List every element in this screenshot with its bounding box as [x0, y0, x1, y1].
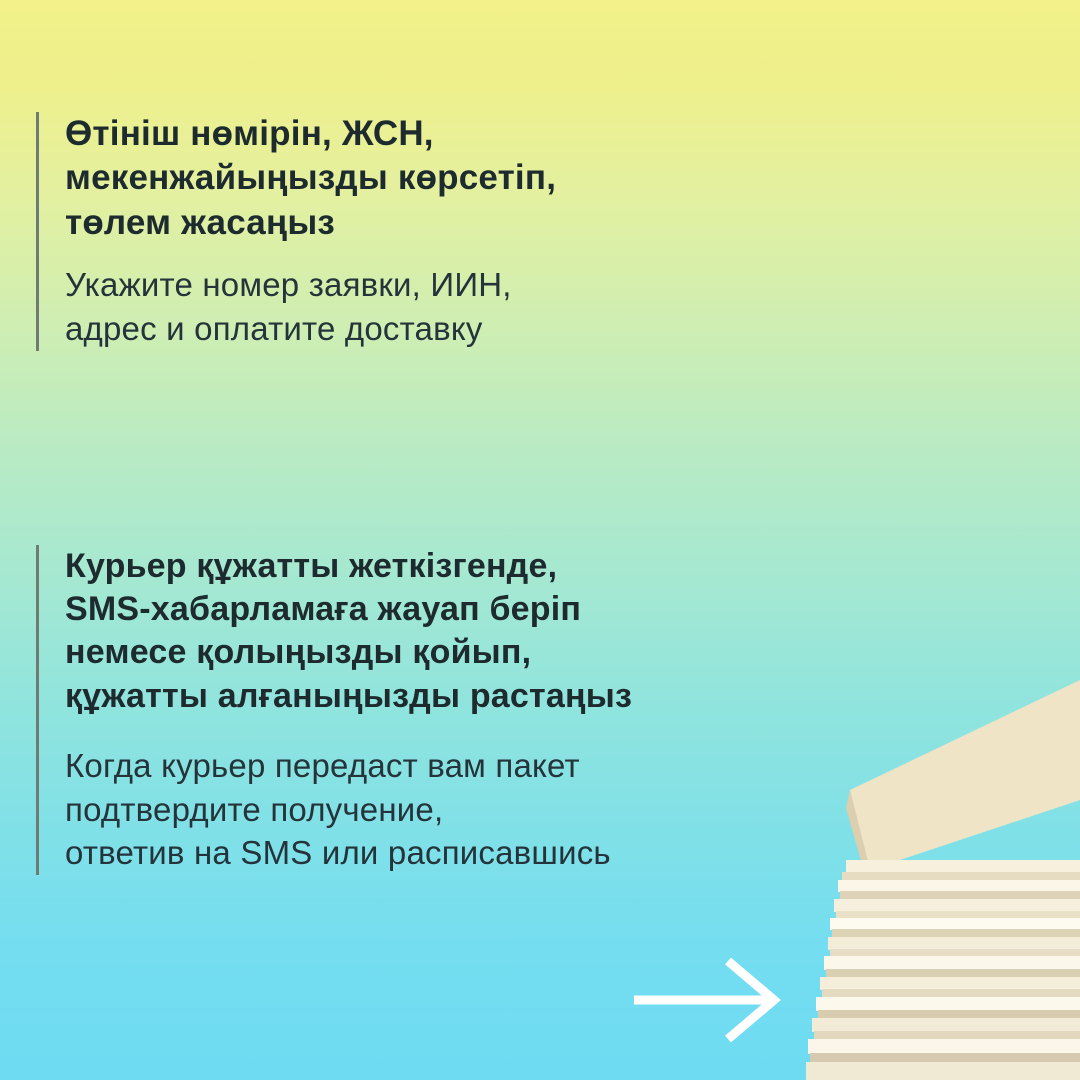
block-1-subtitle-line: Укажите номер заявки, ИИН, — [65, 266, 512, 304]
info-block-1 — [36, 112, 736, 351]
block-2-title-line: SMS-хабарламаға жауап беріп — [65, 590, 582, 629]
block-1-title-line: төлем жасаңыз — [65, 202, 336, 242]
block-2-title-line: Курьер құжатты жеткізгенде, — [65, 547, 558, 585]
block-2-title — [65, 545, 826, 718]
block-1-title-line: Өтініш нөмірін, ЖСН, — [65, 114, 434, 153]
block-2-subtitle-line: подтвердите получение, — [65, 790, 444, 828]
block-2-title-line: немесе қолыңызды қойып, — [65, 633, 532, 672]
block-2-subtitle — [65, 744, 826, 876]
block-1-title — [65, 112, 736, 245]
block-1-subtitle-line: адрес и оплатите доставку — [65, 310, 483, 348]
arrow-right-icon — [630, 955, 790, 1045]
info-block-2 — [36, 545, 826, 875]
block-1-subtitle — [65, 263, 736, 351]
block-2-subtitle-line: Когда курьер передаст вам пакет — [65, 746, 580, 784]
block-2-title-line: құжатты алғаныңызды растаңыз — [65, 676, 633, 715]
block-1-title-line: мекенжайыңызды көрсетіп, — [65, 158, 557, 198]
block-2-subtitle-line: ответив на SMS или расписавшись — [65, 834, 611, 872]
